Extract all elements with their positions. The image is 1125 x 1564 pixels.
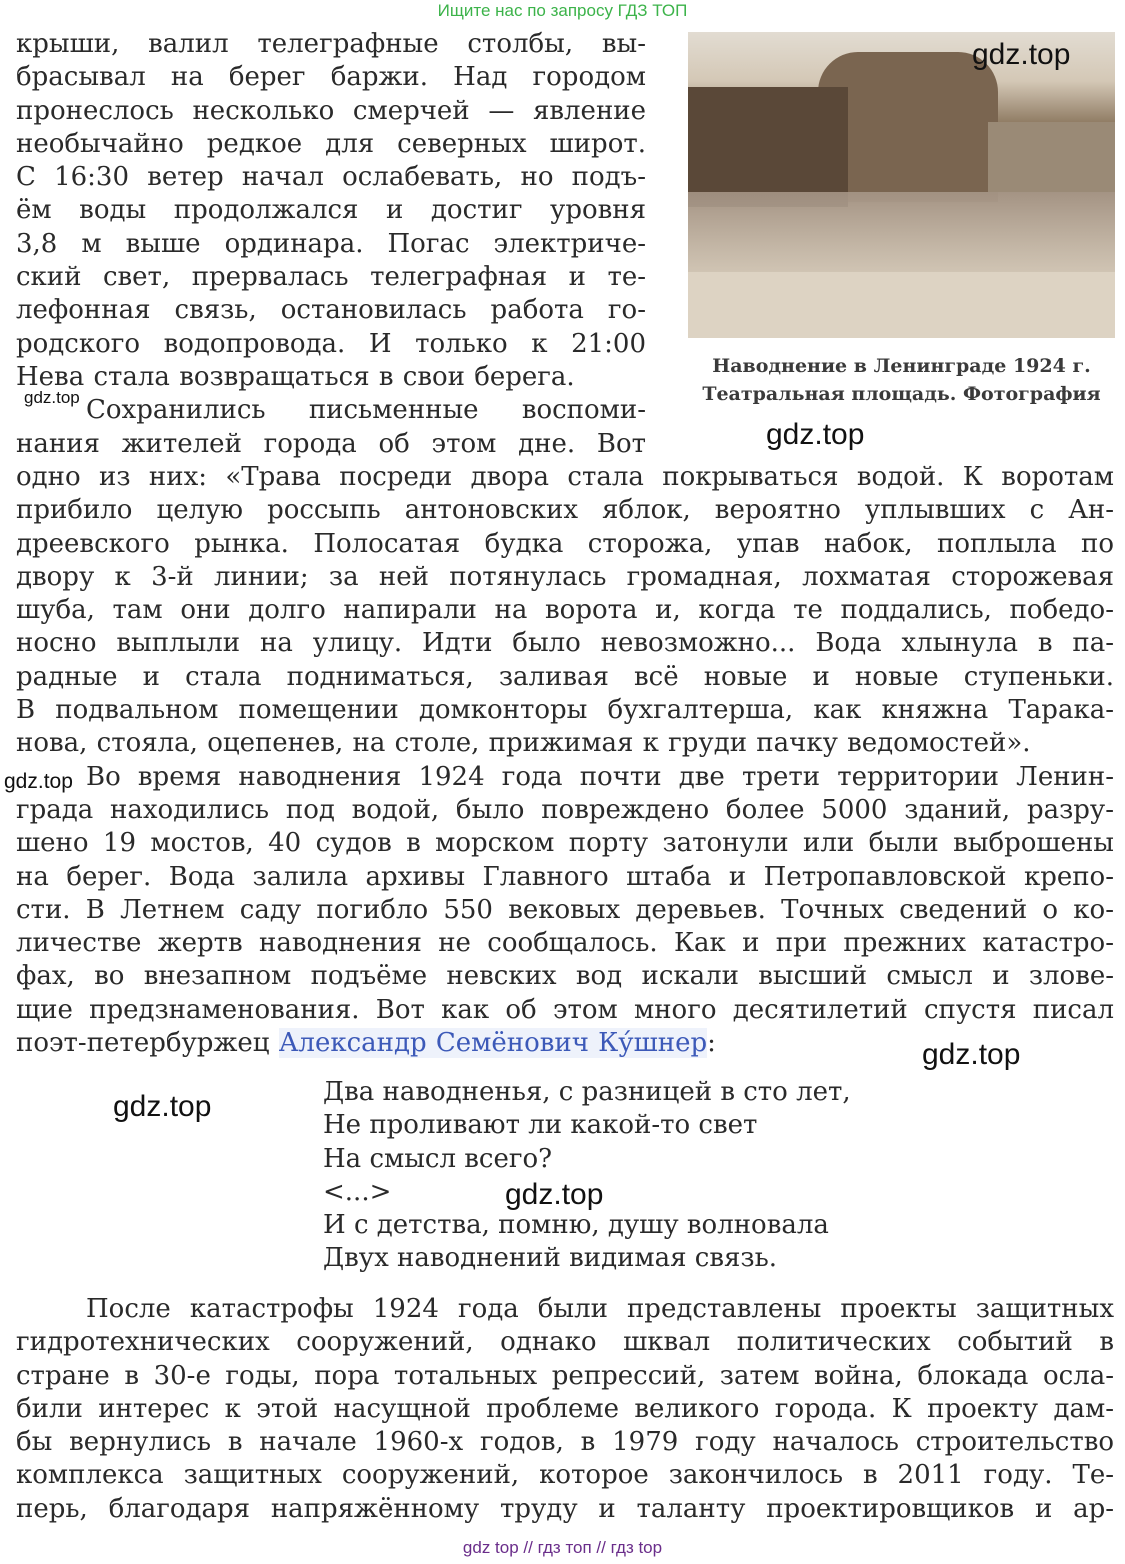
photo-caption: Наводнение в Ленинграде 1924 г. Театральная площадь. Фотография (702, 355, 1101, 405)
top-banner: Ищите нас по запросу ГДЗ ТОП (437, 1, 688, 20)
footer: gdz top // гдз топ // гдз top (462, 1538, 663, 1557)
watermark: gdz.top (766, 418, 865, 451)
final-paragraph: После катастрофы 1924 года были представлены проекты защитных гидротехнических сооружений, однако шквал политических событий в стране в 30-е годы, пора тотальных репрессий, затем война, блокада осла- били интерес к этой насущной проблеме великого города. К проекту дам- бы вернулись в начале 1960-х годов, в 1979 году началось строительство комплекса защитных сооружений, которое закончилось в 2011 году. Те- перь, благодаря напряжённому труду и таланту проектировщиков и ар- (16, 1294, 1114, 1524)
watermark: gdz.top (972, 38, 1071, 71)
watermark: gdz.top (4, 770, 73, 793)
watermark: gdz.top (113, 1090, 212, 1123)
para3-last-prefix: поэт-петербуржец (16, 1028, 279, 1059)
left-column: крыши, валил телеграфные столбы, вы- брасывал на берег баржи. Над городом пронеслось несколько смерчей — явление необычайно редкое для северных широт. С 16:30 ветер начал ослабевать, но подъ- ём воды продолжался и достиг уровня 3,8 м выше ординара. Погас электриче- ский свет, прервалась телеграфная и те- лефонная связь, остановилась работа го- родского водопровода. И только к 21:00 Нева стала возвращаться в свои берега. Сохранились письменные воспоми- нания жителей города об этом дне. Вот (16, 29, 646, 459)
body-text: одно из них: «Трава посреди двора стала покрываться водой. К воротам прибило целую россыпь антоновских яблок, вероятно уплывших с Ан- дреевского рынка. Полосатая будка сторожа, упав набок, поплыла по двору к 3-й линии; за ней потянулась громадная, лохматая сторожевая шуба, там они долго напирали на ворота и, когда те поддались, победо- носно выплыли на улицу. Идти было невозможно... Вода хлынула в па- радные и стала подниматься, заливая всё новые и новые ступеньки. В подвальном помещении домконторы бухгалтерша, как княжна Тарака- нова, стояла, оцепенев, на столе, прижимая к груди пачку ведомостей». Во время наводнения 1924 года почти две трети территории Ленин- града находились под водой, было повреждено более 5000 зданий, разру- шено 19 мостов, 40 судов в морском порту затонули или были выброшены на берег. Вода залила архивы Главного штаба и Петропавловской крепо- сти. В Летнем саду погибло 550 вековых деревьев. Точных сведений о ко- личестве жертв наводнения не сообщалось. Как и при прежних катастро- фах, во внезапном подъёме невских вод искали высший смысл и злове- щие предзнаменования. Вот как об этом много десятилетий спустя писал поэт-петербуржец Александр Семёнович Ку́шнер: (16, 462, 1114, 1059)
poem: Два наводненья, с разницей в сто лет, Не проливают ли какой-то свет На смысл всего? <...> И с детства, помню, душу волновала Двух наводнений видимая связь. (323, 1077, 851, 1274)
watermark: gdz.top (24, 388, 80, 407)
flood-photo (688, 32, 1115, 338)
poet-link[interactable]: Александр Семёнович Ку́шнер (278, 1028, 708, 1059)
watermark: gdz.top (505, 1178, 604, 1211)
watermark: gdz.top (922, 1038, 1021, 1071)
